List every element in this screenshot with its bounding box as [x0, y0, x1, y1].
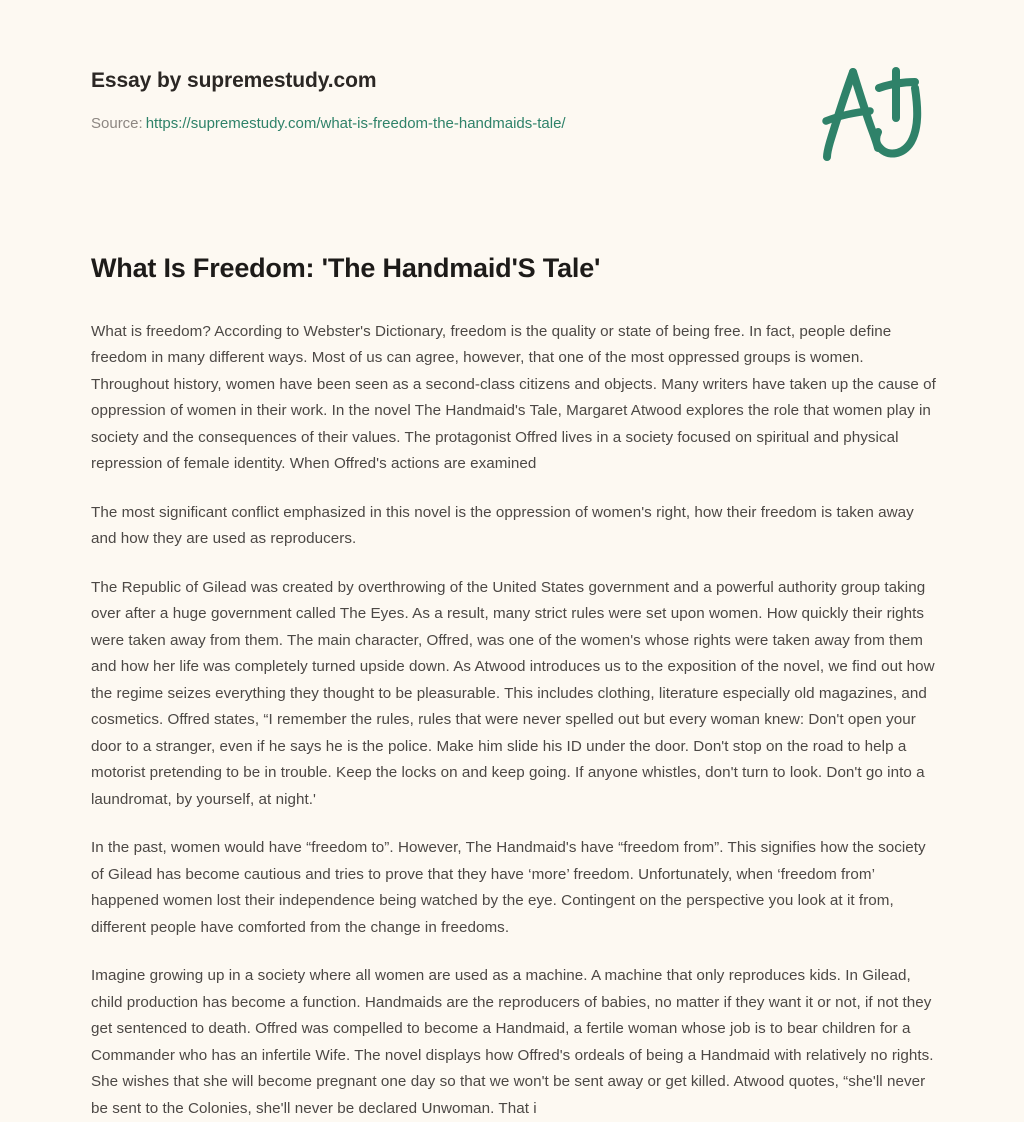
page-header [91, 68, 936, 178]
source-url-link[interactable]: https://supremestudy.com/what-is-freedom-the-handmaids-tale/ [145, 115, 566, 133]
paragraph: Imagine growing up in a society where all women are used as a machine. A machine that only reproduces kids. In Gilead, child production has become a function. Handmaids are the reproducers of babies, no matter if they want it or not, if not they get sentenced to death. Offred was compelled to become a Handmaid, a fertile woman whose job is to bear children for a Commander who has an infertile Wife. The novel displays how Offred's ordeals of being a Handmaid with relatively no rights. She wishes that she will become pregnant one day so that we won't be sent away or get killed. Atwood quotes, “she'll never be sent to the Colonies, she'll never be declared Unwoman. That i [91, 967, 934, 1117]
paragraph: The Republic of Gilead was created by overthrowing of the United States government and a powerful authority group taking over after a huge government called The Eyes. As a result, many strict rules were set upon women. How quickly their rights were taken away from them. The main character, Offred, was one of the women's whose rights were taken away from them and how her life was completely turned upside down. As Atwood introduces us to the exposition of the novel, we find out how the regime seizes everything they thought to be pleasurable. This includes clothing, literature especially old magazines, and cosmetics. Offred states, “I remember the rules, rules that were never spelled out but every woman knew: Don't open your door to a stranger, even if he says he is the police. Make him slide his ID under the door. Don't stop on the road to help a motorist pretending to be in trouble. Keep the locks on and keep going. If anyone whistles, don't turn to look. Don't go into a laundromat, by yourself, at night.' [91, 578, 935, 808]
page-title: What Is Freedom: 'The Handmaid'S Tale' [91, 253, 601, 283]
paragraph: The most significant conflict emphasized in this novel is the oppression of women's right, how their freedom is taken away and how they are used as reproducers. [91, 503, 914, 548]
essay-byline: Essay by supremestudy.com [91, 69, 377, 92]
paragraph: What is freedom? According to Webster's Dictionary, freedom is the quality or state of being free. In fact, people define freedom in many different ways. Most of us can agree, however, that one of the most oppressed groups is women. Throughout history, women have been seen as a second-class citizens and objects. Many writers have taken up the cause of oppression of women in their work. In the novel The Handmaid's Tale, Margaret Atwood explores the role that women play in society and the consequences of their values. The protagonist Offred lives in a society focused on spiritual and physical repression of female identity. When Offred's actions are examined [91, 322, 936, 473]
source-line [91, 114, 936, 134]
article [91, 252, 936, 1122]
article-body [91, 319, 936, 1122]
source-label: Source: [91, 115, 143, 133]
aplus-logo-icon [812, 58, 932, 170]
aplus-logo [812, 58, 932, 170]
paragraph: In the past, women would have “freedom to”. However, The Handmaid's have “freedom from”. This signifies how the society of Gilead has become cautious and tries to prove that they have ‘more’ freedom. Unfortunately, when ‘freedom from’ happened women lost their independence being watched by the eye. Contingent on the perspective you look at it from, different people have comforted from the change in freedoms. [91, 839, 926, 936]
